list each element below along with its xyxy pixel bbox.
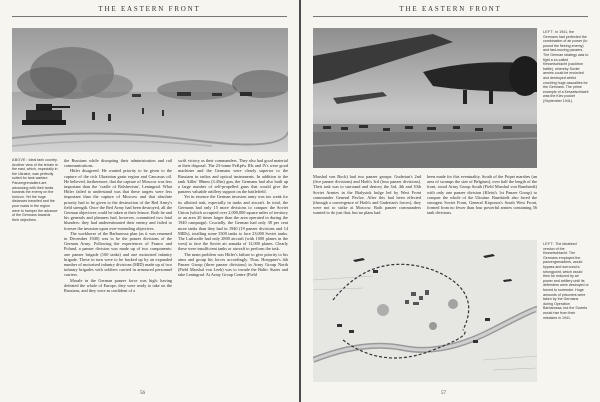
paragraph: Yet in essence the German invasion army was too weak for its allotted task, especially in tanks and aircraft. In total, the Germans had only 15 more divisions to conquer the Soviet Union (which occupied over 2,000,000 square miles of territory or an area 20 times larger than the area operated in during the 1940 campaign). Crucially, the German had only 38 per cent more tanks than they had in 1940 (19 panzer divisions and 14 MIDs), totalling some 3300 tanks to face 23,000 Soviet tanks. The Luftwaffe had only 2800 aircraft (with 1000 planes in the west) to face the Soviet air armada of 12,000 planes. Clearly these were insufficient tanks or aircraft to perform the task. — [178, 194, 288, 252]
caption-lead: ABOVE: — [12, 158, 29, 162]
caption-text: In 1941, the Germans had perfected the combination of air power (to pound the fleeing enemy) and fast-moving panzers. The German strategy was to fight a so-called Kesselschlacht (cauldron battle), whereby Soviet armies could be encircled and destroyed whilst crushing huge casualties for the Germans. The prime example of a Kesselschlacht was the Kiev pocket (September 1941). — [543, 30, 589, 103]
paragraph: Marshal von Bock) had two panzer groups: Guderian's 2nd (five panzer divisions) and Hoth's 3rd (four panzer divisions). Their task was to surround and destroy the 3rd, 4th and 10th Soviet Armies in the Bialystok bulge led by West Front commander General Pavlov. After this had been effected (through a convergence of Hoth's and Guderian's forces), they were not to strike at Moscow. Both panzer commanders wanted to do just that, but no plans had — [313, 174, 421, 216]
caption-lead: LEFT: — [543, 30, 556, 34]
stuka-aircraft-photo — [313, 28, 537, 168]
text-column-2 — [178, 158, 288, 386]
paragraph: swift victory as their commanders. They also had good material at their disposal. The 23-tonne PzKpfw IIIs and IVs were good machines and the Germans were clearly superior to the Russians in radios and optical instruments. In addition to the tank 'killer' 88mm (3.45in) gun, the Germans had also built up a large number of self-propelled guns that would give the panzers valuable artillery support on the battlefield. — [178, 158, 288, 195]
paragraph: Hitler disagreed. He wanted priority to be given to the capture of the rich Ukrainian grain region and Caucasus oil. He believed, furthermore, that the capture of Moscow was less important than the 'cradle of Bolshevism', Leningrad. What Hitler failed to understand was that these targets were less important than the capture of Moscow and that absolute priority had to be given to the destruction of the Red Army's field strength. Once the Red Army had been destroyed, all the German objectives could be taken at their leisure. Both he and his generals and planners had, however, committed two fatal blunders: they had underestimated their enemy and failed to foresee the invasion upon over-extending objectives. — [64, 168, 172, 231]
aerial-map-image — [313, 240, 537, 382]
right-page — [301, 0, 600, 402]
running-head: THE EASTERN FRONT — [313, 3, 588, 17]
page-number: 57 — [441, 391, 446, 396]
photo-caption — [12, 158, 58, 268]
page-number: 56 — [140, 391, 145, 396]
kesselschlacht-aerial-illustration — [313, 240, 537, 382]
tank-battlefield-photo — [12, 28, 288, 152]
photo-caption-top — [543, 30, 589, 160]
caption-lead: LEFT: — [543, 242, 556, 246]
tank-battlefield-image — [12, 28, 288, 152]
paragraph: The workhorse of the Barbarossa plan (as it was renamed in December 1940) was to be the panzer divisions of the German Army. Following the experiences of France and Poland, a panzer division was made up of two components: one panzer brigade (160 tanks) and one motorised infantry brigade. These in turn were to be backed up by an expanded number of motorised infantry divisions (MID) made up of two infantry brigades with soldiers carried in armoured personnel carriers. — [64, 230, 172, 278]
text-column-2 — [427, 174, 537, 234]
text-column-1 — [64, 158, 172, 386]
aircraft-image — [313, 28, 537, 168]
text-column-1 — [313, 174, 421, 234]
running-head: THE EASTERN FRONT — [12, 3, 287, 17]
paragraph: The main problem was Hitler's failure to give priority to his aims and group his forces accordingly. Thus, Hoeppner's 4th Panzer Group (three panzer divisions) in Army Group North (Field Marshal von Leeb) was to invade the Baltic States and take Leningrad. At Army Group Centre (Field — [178, 251, 288, 278]
caption-text: Ideal tank country. Another view of the terrain in the east, which, especially in the Ukraine, was perfectly suited for tank warfare. Panzergrenadiers are advancing with their tanks towards the enemy on the horizon. Yet the huge distances travelled and the poor roads in the region were to hamper the advance of the Germans towards their objectives. — [12, 158, 58, 222]
paragraph: Morale in the German panzer force was high: having defeated the whole of Europe, they were ready to take on the Russians, and they were as confident of a — [64, 277, 172, 294]
paragraph: been made for this eventuality. South of the Pripet marshes (an area of swamps the size of Belgium), over half the length of the front, stood Army Group South (Field Marshal von Rundstedt) with only one panzer division (Kleist's 1st Panzer Group) to conquer the whole of the Ukraine. Rundstedt also faced the strongest Soviet Front, General Kirponos's South West Front, formed from no fewer than four powerful armies containing 56 tank divisions. — [427, 174, 537, 216]
caption-text: The idealised version of the Kesselschlacht. The Germans employed the panzergrenadiers, would bypass and surround a strongpoint, which would then be reduced by air power and artillery until its defenders were destroyed or forced to surrender. Huge amounts of prisoners were taken by the Germans during Operation Barbarossa, but the Soviets would rise from their mistakes in 1941. — [543, 242, 589, 320]
paragraph: the Russians while disrupting their administration and rail communications. — [64, 158, 172, 169]
photo-caption-bottom — [543, 242, 589, 372]
left-page — [0, 0, 299, 402]
